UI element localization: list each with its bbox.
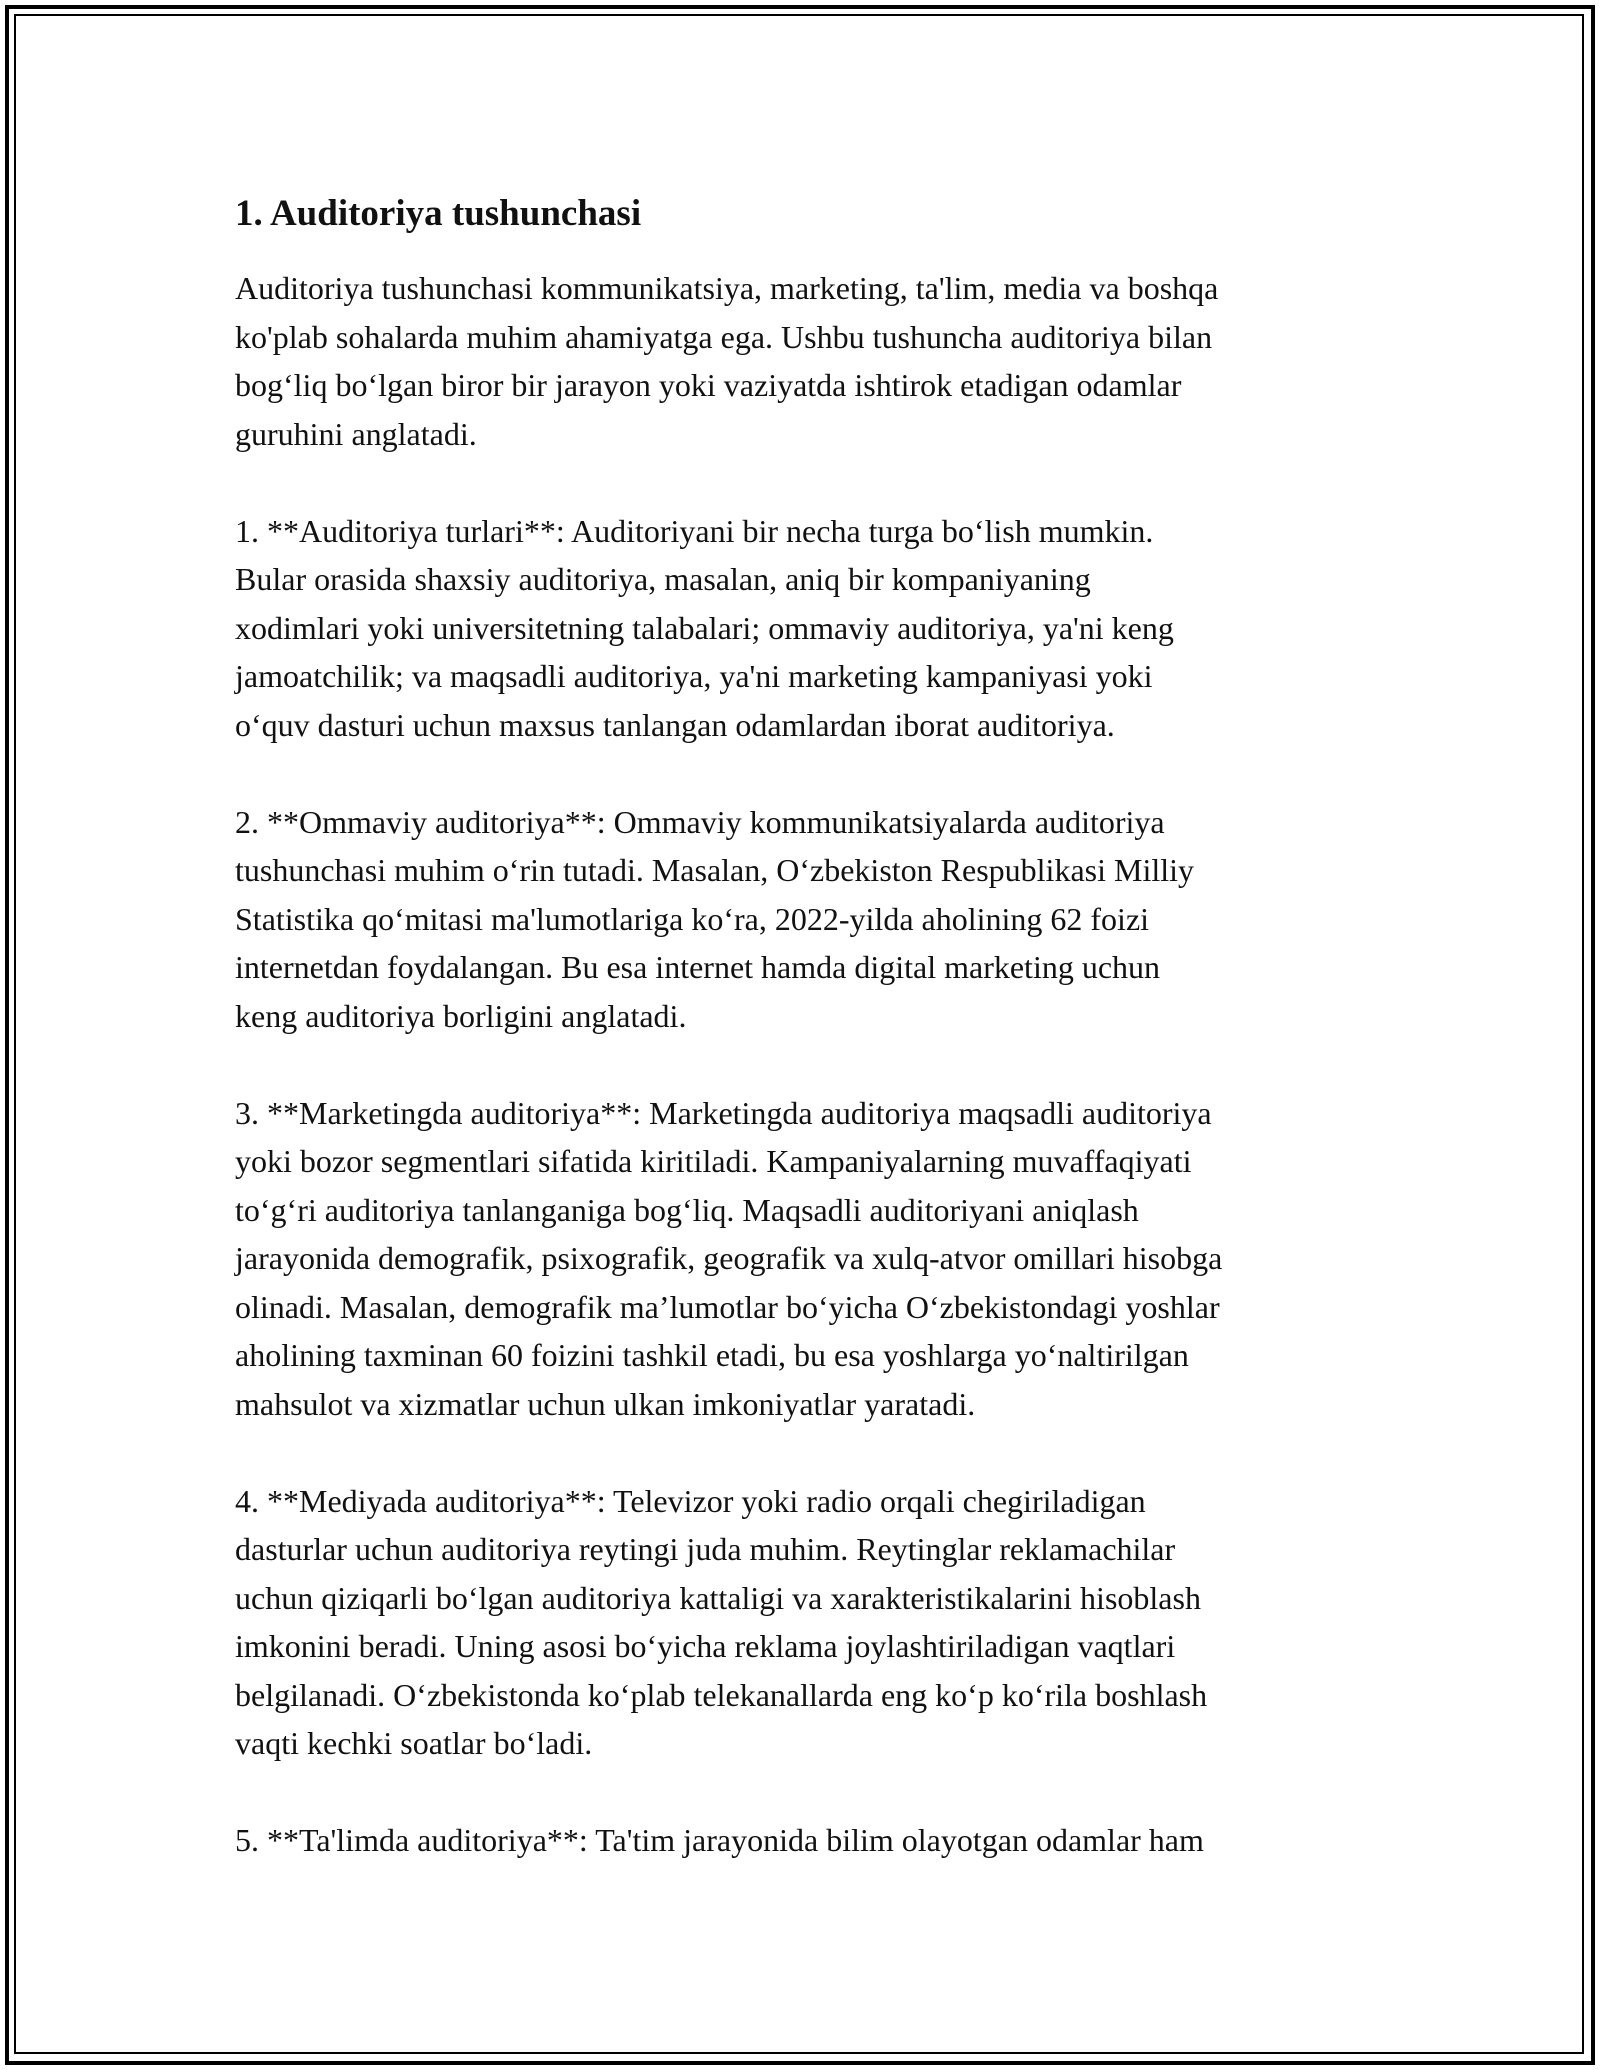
paragraph-talimda-auditoriya: 5. **Ta'limda auditoriya**: Ta'tim jarayonida bilim olayotgan odamlar ham — [235, 1822, 1204, 1858]
paragraph-auditoriya-turlari: 1. **Auditoriya turlari**: Auditoriyani bir necha turga bo‘lish mumkin. Bular orasida shaxsiy auditoriya, masalan, aniq bir kompaniyaning xodimlari yoki universitetning talabalari; ommaviy auditoriya, ya'ni keng jamoatchilik; va maqsadli auditoriya, ya'ni marketing kampaniyasi yoki o‘quv dasturi uchun maxsus tanlangan odamlardan iborat auditoriya. — [235, 512, 1174, 743]
paragraph-mediyada-auditoriya: 4. **Mediyada auditoriya**: Televizor yoki radio orqali chegiriladigan dasturlar uchun auditoriya reytingi juda muhim. Reytinglar reklamachilar uchun qiziqarli bo‘lgan auditoriya kattaligi va xarakteristikalarini hisoblash imkonini beradi. Uning asosi bo‘yicha reklama joylashtiriladigan vaqtlari belgilanadi. O‘zbekistonda ko‘plab telekanallarda eng ko‘p ko‘rila boshlash vaqti kechki soatlar bo‘ladi. — [235, 1482, 1208, 1761]
section-heading: 1. Auditoriya tushunchasi — [235, 193, 642, 234]
document-body — [235, 190, 1375, 1913]
paragraph-ommaviy-auditoriya: 2. **Ommaviy auditoriya**: Ommaviy kommunikatsiyalarda auditoriya tushunchasi muhim o‘rin tutadi. Masalan, O‘zbekiston Respublikasi Milliy Statistika qo‘mitasi ma'lumotlariga ko‘ra, 2022-yilda aholining 62 foizi internetdan foydalangan. Bu esa internet hamda digital marketing uchun keng auditoriya borligini anglatadi. — [235, 803, 1194, 1034]
paragraph-marketingda-auditoriya: 3. **Marketingda auditoriya**: Marketingda auditoriya maqsadli auditoriya yoki bozor segmentlari sifatida kiritiladi. Kampaniyalarning muvaffaqiyati to‘g‘ri auditoriya tanlanganiga bog‘liq. Maqsadli auditoriyani aniqlash jarayonida demografik, psixografik, geografik va xulq-atvor omillari hisobga olinadi. Masalan, demografik ma’lumotlar bo‘yicha O‘zbekistondagi yoshlar aholining taxminan 60 foizini tashkil etadi, bu esa yoshlarga yo‘naltirilgan mahsulot va xizmatlar uchun ulkan imkoniyatlar yaratadi. — [235, 1094, 1223, 1422]
intro-paragraph: Auditoriya tushunchasi kommunikatsiya, marketing, ta'lim, media va boshqa ko'plab sohalarda muhim ahamiyatga ega. Ushbu tushuncha auditoriya bilan bog‘liq bo‘lgan biror bir jarayon yoki vaziyatda ishtirok etadigan odamlar guruhini anglatadi. — [235, 270, 1219, 452]
